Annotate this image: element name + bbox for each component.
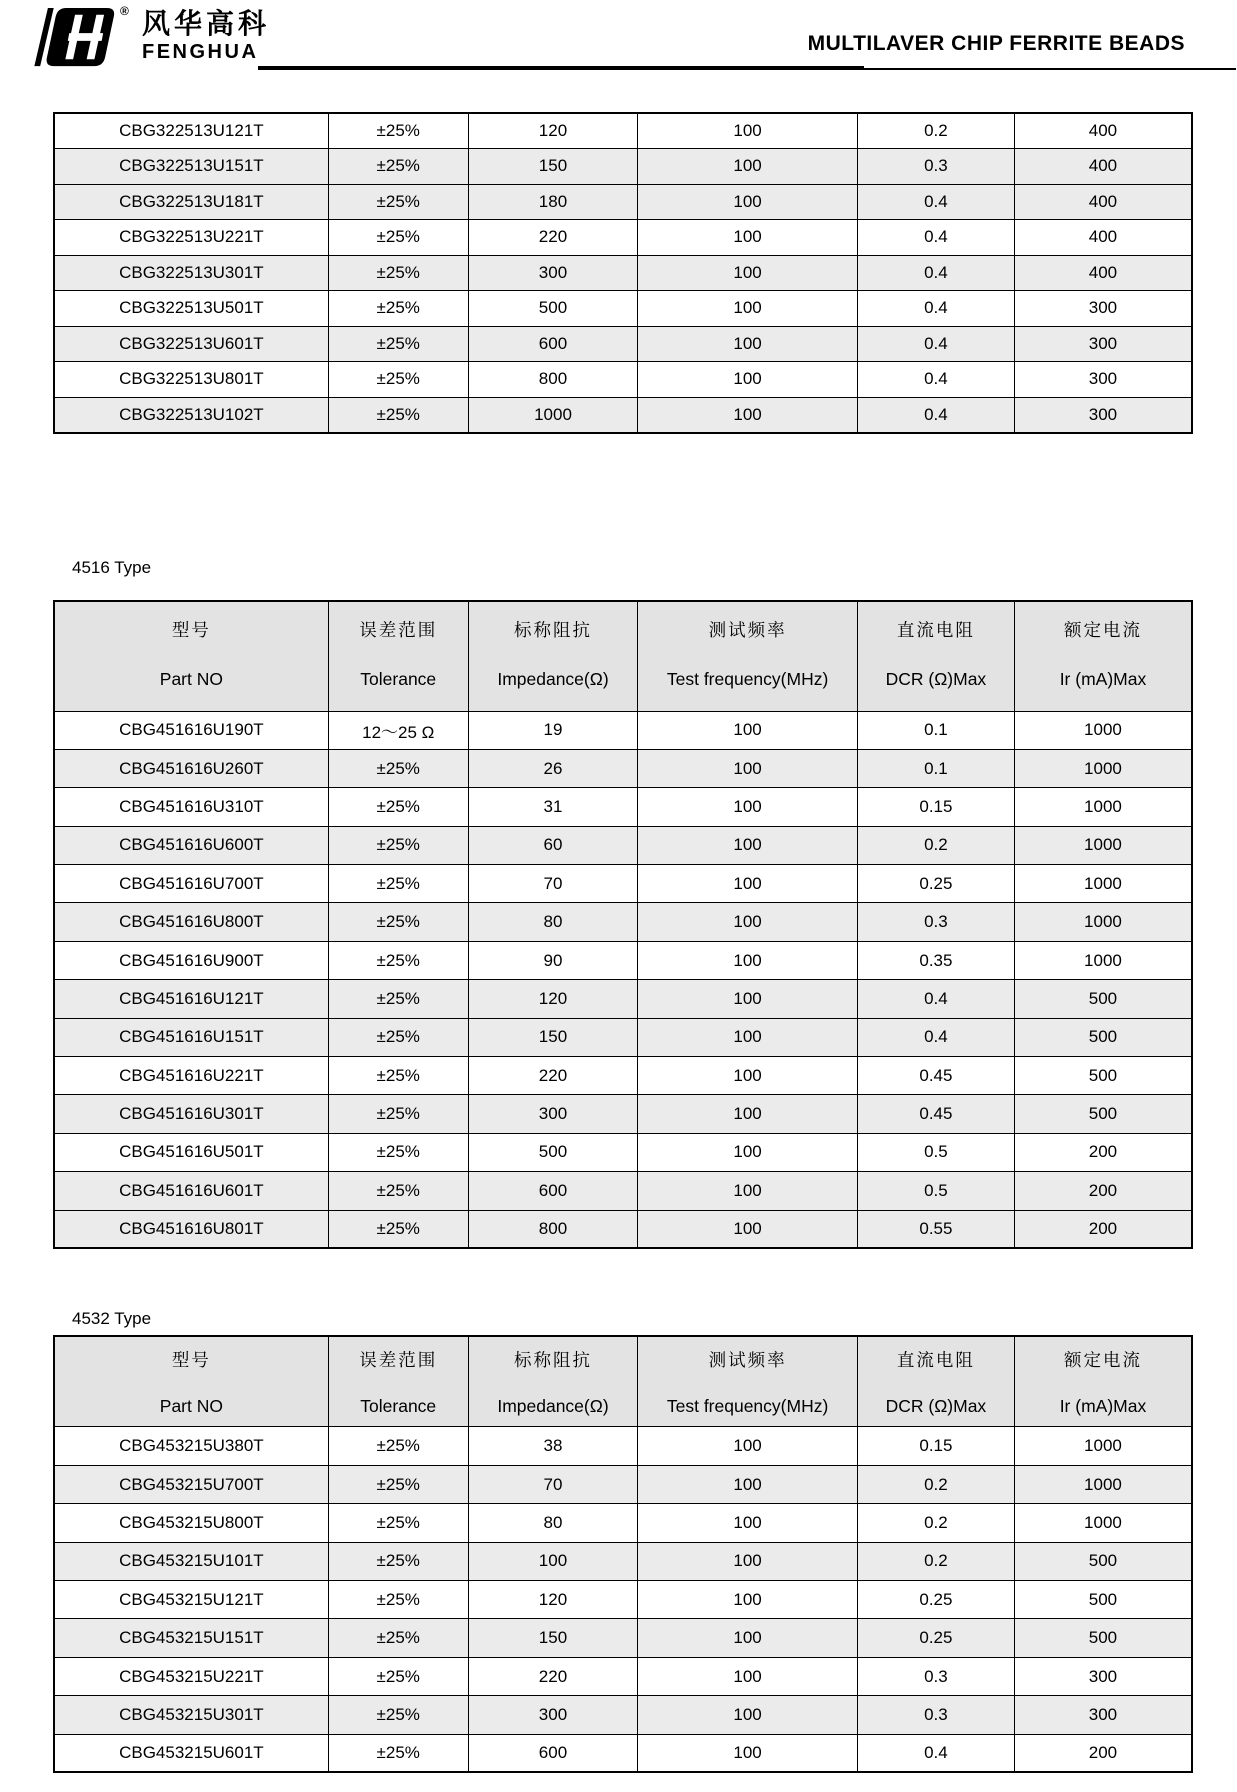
cell-tolerance: ±25% — [328, 397, 468, 433]
cell-tolerance: ±25% — [328, 1133, 468, 1171]
header-rule-thick — [258, 66, 864, 70]
cell-tolerance: ±25% — [328, 1465, 468, 1503]
table-4516 — [53, 600, 1193, 1250]
cell-test-frequency: 100 — [638, 291, 858, 327]
cell-tolerance: ±25% — [328, 1581, 468, 1619]
cell-tolerance: ±25% — [328, 362, 468, 398]
cell-test-frequency: 100 — [638, 1465, 858, 1503]
column-header-tolerance-en: Tolerance — [360, 668, 437, 689]
column-header-ir — [1014, 1336, 1192, 1427]
cell-part-no: CBG451616U800T — [54, 903, 328, 941]
column-header-ir-cn: 额定电流 — [1063, 619, 1142, 640]
cell-ir: 500 — [1014, 1619, 1192, 1657]
table-row — [54, 1619, 1192, 1657]
cell-ir: 300 — [1014, 1696, 1192, 1734]
cell-part-no: CBG451616U601T — [54, 1172, 328, 1210]
column-header-test-frequency — [638, 1336, 858, 1427]
cell-tolerance: ±25% — [328, 113, 468, 149]
column-header-part-no-cn: 型号 — [171, 619, 211, 640]
cell-dcr: 0.4 — [857, 326, 1014, 362]
table-row — [54, 1542, 1192, 1580]
cell-test-frequency: 100 — [638, 749, 858, 787]
table-row — [54, 149, 1192, 185]
cell-test-frequency: 100 — [638, 1619, 858, 1657]
cell-dcr: 0.25 — [857, 865, 1014, 903]
cell-tolerance: ±25% — [328, 980, 468, 1018]
column-header-ir-cn: 额定电流 — [1063, 1350, 1142, 1371]
cell-tolerance: ±25% — [328, 1427, 468, 1465]
cell-part-no: CBG453215U601T — [54, 1734, 328, 1772]
table-row — [54, 1018, 1192, 1056]
cell-part-no: CBG451616U151T — [54, 1018, 328, 1056]
cell-ir: 1000 — [1014, 749, 1192, 787]
table-row — [54, 362, 1192, 398]
column-header-impedance-cn: 标称阻抗 — [513, 1350, 592, 1371]
cell-impedance: 90 — [468, 941, 638, 979]
column-header-part-no-cn: 型号 — [171, 1350, 211, 1371]
cell-tolerance: ±25% — [328, 826, 468, 864]
cell-tolerance: ±25% — [328, 1504, 468, 1542]
cell-ir: 400 — [1014, 255, 1192, 291]
table-4532 — [53, 1335, 1193, 1773]
cell-test-frequency: 100 — [638, 941, 858, 979]
cell-test-frequency: 100 — [638, 1095, 858, 1133]
column-header-test-frequency — [638, 601, 858, 712]
column-header-tolerance — [328, 601, 468, 712]
table-row — [54, 1581, 1192, 1619]
cell-part-no: CBG451616U600T — [54, 826, 328, 864]
cell-ir: 400 — [1014, 220, 1192, 256]
page-content — [0, 112, 1237, 1773]
column-header-impedance — [468, 601, 638, 712]
column-header-tolerance-en: Tolerance — [360, 1396, 437, 1417]
column-header-impedance-en: Impedance(Ω) — [497, 1396, 609, 1417]
table-row — [54, 1210, 1192, 1248]
cell-ir: 1000 — [1014, 1465, 1192, 1503]
cell-part-no: CBG451616U700T — [54, 865, 328, 903]
cell-dcr: 0.2 — [857, 1504, 1014, 1542]
table-4532-header — [54, 1336, 1192, 1427]
table-row — [54, 220, 1192, 256]
column-header-ir-en: Ir (mA)Max — [1059, 1396, 1147, 1417]
column-header-impedance — [468, 1336, 638, 1427]
cell-tolerance: ±25% — [328, 865, 468, 903]
cell-test-frequency: 100 — [638, 1210, 858, 1248]
cell-impedance: 150 — [468, 1619, 638, 1657]
cell-ir: 500 — [1014, 1018, 1192, 1056]
cell-dcr: 0.2 — [857, 1542, 1014, 1580]
cell-ir: 1000 — [1014, 865, 1192, 903]
cell-part-no: CBG451616U190T — [54, 711, 328, 749]
cell-test-frequency: 100 — [638, 113, 858, 149]
cell-part-no: CBG451616U260T — [54, 749, 328, 787]
cell-ir: 500 — [1014, 1581, 1192, 1619]
cell-test-frequency: 100 — [638, 1657, 858, 1695]
table-row — [54, 1696, 1192, 1734]
masthead — [0, 0, 1237, 72]
column-header-part-no — [54, 1336, 328, 1427]
cell-test-frequency: 100 — [638, 1734, 858, 1772]
cell-ir: 300 — [1014, 326, 1192, 362]
cell-ir: 300 — [1014, 397, 1192, 433]
cell-tolerance: ±25% — [328, 149, 468, 185]
cell-part-no: CBG451616U121T — [54, 980, 328, 1018]
cell-dcr: 0.25 — [857, 1581, 1014, 1619]
cell-test-frequency: 100 — [638, 903, 858, 941]
cell-dcr: 0.3 — [857, 1696, 1014, 1734]
cell-impedance: 600 — [468, 1172, 638, 1210]
table-row — [54, 903, 1192, 941]
cell-impedance: 120 — [468, 980, 638, 1018]
cell-impedance: 150 — [468, 1018, 638, 1056]
cell-tolerance: ±25% — [328, 184, 468, 220]
cell-tolerance: ±25% — [328, 1057, 468, 1095]
cell-ir: 500 — [1014, 1542, 1192, 1580]
column-header-dcr-cn: 直流电阻 — [896, 1350, 975, 1371]
cell-ir: 200 — [1014, 1210, 1192, 1248]
column-header-impedance-en: Impedance(Ω) — [497, 668, 609, 689]
cell-part-no: CBG322513U501T — [54, 291, 328, 327]
cell-ir: 500 — [1014, 1095, 1192, 1133]
table-row — [54, 326, 1192, 362]
cell-tolerance: ±25% — [328, 749, 468, 787]
cell-ir: 500 — [1014, 1057, 1192, 1095]
registered-trademark-icon: ® — [120, 4, 129, 18]
table-row — [54, 1734, 1192, 1772]
cell-part-no: CBG322513U121T — [54, 113, 328, 149]
cell-impedance: 600 — [468, 1734, 638, 1772]
cell-part-no: CBG322513U221T — [54, 220, 328, 256]
cell-dcr: 0.4 — [857, 1018, 1014, 1056]
cell-impedance: 120 — [468, 1581, 638, 1619]
cell-ir: 200 — [1014, 1172, 1192, 1210]
table-row — [54, 1465, 1192, 1503]
column-header-tolerance — [328, 1336, 468, 1427]
table-row — [54, 749, 1192, 787]
cell-test-frequency: 100 — [638, 826, 858, 864]
cell-test-frequency: 100 — [638, 362, 858, 398]
cell-test-frequency: 100 — [638, 1542, 858, 1580]
cell-impedance: 220 — [468, 1657, 638, 1695]
column-header-dcr-en: DCR (Ω)Max — [885, 668, 987, 689]
cell-test-frequency: 100 — [638, 1427, 858, 1465]
cell-test-frequency: 100 — [638, 1581, 858, 1619]
cell-part-no: CBG451616U301T — [54, 1095, 328, 1133]
cell-impedance: 220 — [468, 220, 638, 256]
table-row — [54, 255, 1192, 291]
table-row — [54, 865, 1192, 903]
cell-impedance: 150 — [468, 149, 638, 185]
cell-dcr: 0.4 — [857, 980, 1014, 1018]
cell-tolerance: ±25% — [328, 903, 468, 941]
cell-ir: 1000 — [1014, 941, 1192, 979]
cell-impedance: 80 — [468, 903, 638, 941]
column-header-test-frequency-cn: 测试频率 — [708, 1350, 787, 1371]
cell-part-no: CBG322513U151T — [54, 149, 328, 185]
column-header-part-no-en: Part NO — [159, 1396, 223, 1417]
cell-part-no: CBG453215U151T — [54, 1619, 328, 1657]
cell-dcr: 0.4 — [857, 362, 1014, 398]
cell-dcr: 0.2 — [857, 1465, 1014, 1503]
cell-part-no: CBG451616U501T — [54, 1133, 328, 1171]
brand-text — [142, 8, 270, 64]
cell-tolerance: ±25% — [328, 1172, 468, 1210]
cell-test-frequency: 100 — [638, 1018, 858, 1056]
cell-ir: 1000 — [1014, 826, 1192, 864]
cell-impedance: 60 — [468, 826, 638, 864]
column-header-dcr-cn: 直流电阻 — [896, 619, 975, 640]
cell-impedance: 180 — [468, 184, 638, 220]
column-header-ir — [1014, 601, 1192, 712]
cell-dcr: 0.35 — [857, 941, 1014, 979]
cell-test-frequency: 100 — [638, 788, 858, 826]
cell-ir: 1000 — [1014, 711, 1192, 749]
table-row — [54, 711, 1192, 749]
cell-tolerance: ±25% — [328, 255, 468, 291]
table-row — [54, 1427, 1192, 1465]
cell-test-frequency: 100 — [638, 980, 858, 1018]
cell-dcr: 0.4 — [857, 255, 1014, 291]
cell-ir: 1000 — [1014, 903, 1192, 941]
cell-impedance: 300 — [468, 1696, 638, 1734]
cell-impedance: 1000 — [468, 397, 638, 433]
cell-part-no: CBG451616U801T — [54, 1210, 328, 1248]
header-rule-thin — [864, 68, 1236, 71]
cell-impedance: 70 — [468, 1465, 638, 1503]
cell-dcr: 0.3 — [857, 149, 1014, 185]
cell-part-no: CBG451616U900T — [54, 941, 328, 979]
cell-test-frequency: 100 — [638, 397, 858, 433]
cell-impedance: 19 — [468, 711, 638, 749]
cell-dcr: 0.4 — [857, 291, 1014, 327]
section-label-4532: 4532 Type — [72, 1309, 152, 1329]
column-header-dcr — [857, 601, 1014, 712]
cell-impedance: 800 — [468, 1210, 638, 1248]
column-header-tolerance-cn: 误差范围 — [359, 1350, 438, 1371]
table-row — [54, 397, 1192, 433]
cell-impedance: 300 — [468, 1095, 638, 1133]
cell-impedance: 500 — [468, 291, 638, 327]
column-header-impedance-cn: 标称阻抗 — [513, 619, 592, 640]
cell-impedance: 26 — [468, 749, 638, 787]
cell-ir: 1000 — [1014, 1504, 1192, 1542]
table-row — [54, 1133, 1192, 1171]
cell-dcr: 0.1 — [857, 749, 1014, 787]
column-header-tolerance-cn: 误差范围 — [359, 619, 438, 640]
cell-tolerance: ±25% — [328, 1734, 468, 1772]
cell-tolerance: ±25% — [328, 1619, 468, 1657]
cell-dcr: 0.3 — [857, 903, 1014, 941]
cell-impedance: 100 — [468, 1542, 638, 1580]
table-row — [54, 184, 1192, 220]
cell-ir: 400 — [1014, 113, 1192, 149]
cell-part-no: CBG451616U221T — [54, 1057, 328, 1095]
cell-test-frequency: 100 — [638, 865, 858, 903]
cell-ir: 300 — [1014, 362, 1192, 398]
cell-dcr: 0.1 — [857, 711, 1014, 749]
column-header-part-no — [54, 601, 328, 712]
table-3225-continued — [53, 112, 1193, 434]
brand-name-english: FENGHUA — [142, 41, 259, 63]
cell-part-no: CBG322513U301T — [54, 255, 328, 291]
cell-tolerance: ±25% — [328, 1210, 468, 1248]
cell-impedance: 220 — [468, 1057, 638, 1095]
table-row — [54, 113, 1192, 149]
cell-part-no: CBG451616U310T — [54, 788, 328, 826]
cell-test-frequency: 100 — [638, 326, 858, 362]
cell-tolerance: ±25% — [328, 326, 468, 362]
cell-part-no: CBG322513U801T — [54, 362, 328, 398]
cell-test-frequency: 100 — [638, 149, 858, 185]
table-row — [54, 1057, 1192, 1095]
cell-dcr: 0.55 — [857, 1210, 1014, 1248]
cell-tolerance: ±25% — [328, 1018, 468, 1056]
cell-tolerance: ±25% — [328, 1542, 468, 1580]
cell-impedance: 38 — [468, 1427, 638, 1465]
cell-test-frequency: 100 — [638, 1504, 858, 1542]
table-row — [54, 291, 1192, 327]
cell-dcr: 0.15 — [857, 788, 1014, 826]
cell-impedance: 70 — [468, 865, 638, 903]
table-row — [54, 1657, 1192, 1695]
page-title: MULTILAVER CHIP FERRITE BEADS — [807, 32, 1185, 55]
cell-impedance: 80 — [468, 1504, 638, 1542]
cell-tolerance: ±25% — [328, 941, 468, 979]
table-row — [54, 1172, 1192, 1210]
cell-test-frequency: 100 — [638, 1172, 858, 1210]
cell-impedance: 800 — [468, 362, 638, 398]
column-header-test-frequency-en: Test frequency(MHz) — [666, 668, 829, 689]
cell-impedance: 120 — [468, 113, 638, 149]
cell-part-no: CBG453215U800T — [54, 1504, 328, 1542]
cell-test-frequency: 100 — [638, 1696, 858, 1734]
cell-ir: 400 — [1014, 184, 1192, 220]
cell-dcr: 0.45 — [857, 1095, 1014, 1133]
cell-part-no: CBG453215U380T — [54, 1427, 328, 1465]
cell-tolerance: ±25% — [328, 220, 468, 256]
column-header-ir-en: Ir (mA)Max — [1059, 668, 1147, 689]
cell-tolerance: ±25% — [328, 1095, 468, 1133]
cell-impedance: 500 — [468, 1133, 638, 1171]
column-header-test-frequency-cn: 测试频率 — [708, 619, 787, 640]
cell-test-frequency: 100 — [638, 711, 858, 749]
cell-dcr: 0.4 — [857, 397, 1014, 433]
column-header-test-frequency-en: Test frequency(MHz) — [666, 1396, 829, 1417]
cell-dcr: 0.3 — [857, 1657, 1014, 1695]
cell-dcr: 0.4 — [857, 220, 1014, 256]
cell-part-no: CBG322513U601T — [54, 326, 328, 362]
table-row — [54, 788, 1192, 826]
cell-part-no: CBG453215U221T — [54, 1657, 328, 1695]
cell-part-no: CBG322513U102T — [54, 397, 328, 433]
section-label-4516: 4516 Type — [72, 557, 152, 577]
cell-dcr: 0.25 — [857, 1619, 1014, 1657]
cell-dcr: 0.4 — [857, 184, 1014, 220]
cell-dcr: 0.15 — [857, 1427, 1014, 1465]
cell-part-no: CBG453215U301T — [54, 1696, 328, 1734]
cell-ir: 200 — [1014, 1734, 1192, 1772]
column-header-part-no-en: Part NO — [159, 668, 223, 689]
cell-ir: 300 — [1014, 1657, 1192, 1695]
cell-impedance: 600 — [468, 326, 638, 362]
cell-test-frequency: 100 — [638, 1057, 858, 1095]
cell-test-frequency: 100 — [638, 220, 858, 256]
cell-test-frequency: 100 — [638, 184, 858, 220]
cell-test-frequency: 100 — [638, 1133, 858, 1171]
cell-tolerance: 12～25 Ω — [328, 711, 468, 749]
cell-tolerance: ±25% — [328, 788, 468, 826]
table-row — [54, 980, 1192, 1018]
table-row — [54, 826, 1192, 864]
table-row — [54, 1504, 1192, 1542]
cell-dcr: 0.5 — [857, 1172, 1014, 1210]
cell-ir: 1000 — [1014, 1427, 1192, 1465]
cell-dcr: 0.5 — [857, 1133, 1014, 1171]
cell-dcr: 0.2 — [857, 826, 1014, 864]
table-4516-header — [54, 601, 1192, 712]
cell-dcr: 0.45 — [857, 1057, 1014, 1095]
cell-ir: 200 — [1014, 1133, 1192, 1171]
cell-tolerance: ±25% — [328, 1696, 468, 1734]
brand-name-chinese: 风华高科 — [142, 8, 271, 39]
cell-impedance: 300 — [468, 255, 638, 291]
cell-ir: 500 — [1014, 980, 1192, 1018]
cell-dcr: 0.2 — [857, 113, 1014, 149]
table-row — [54, 941, 1192, 979]
cell-tolerance: ±25% — [328, 1657, 468, 1695]
cell-ir: 300 — [1014, 291, 1192, 327]
column-header-dcr — [857, 1336, 1014, 1427]
cell-part-no: CBG322513U181T — [54, 184, 328, 220]
column-header-dcr-en: DCR (Ω)Max — [885, 1396, 987, 1417]
table-row — [54, 1095, 1192, 1133]
cell-tolerance: ±25% — [328, 291, 468, 327]
cell-ir: 1000 — [1014, 788, 1192, 826]
cell-test-frequency: 100 — [638, 255, 858, 291]
fenghua-logo-icon — [30, 6, 122, 68]
cell-impedance: 31 — [468, 788, 638, 826]
cell-part-no: CBG453215U101T — [54, 1542, 328, 1580]
cell-part-no: CBG453215U121T — [54, 1581, 328, 1619]
cell-ir: 400 — [1014, 149, 1192, 185]
cell-part-no: CBG453215U700T — [54, 1465, 328, 1503]
cell-dcr: 0.4 — [857, 1734, 1014, 1772]
